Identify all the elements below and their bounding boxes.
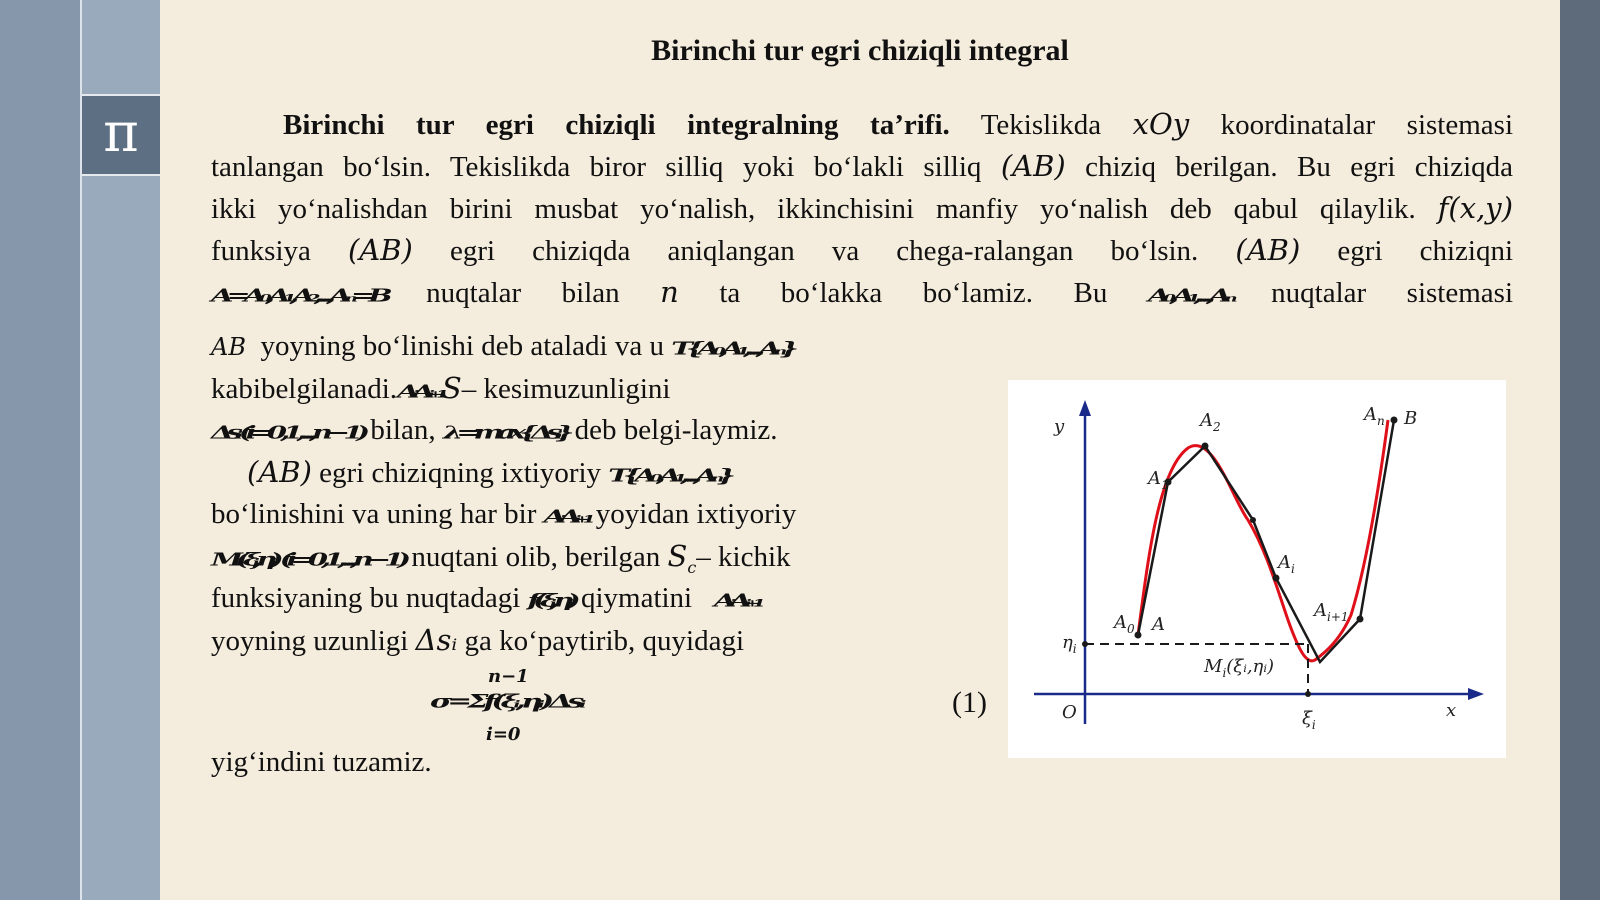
text: kabi	[211, 373, 261, 405]
inscribed-polyline	[1138, 420, 1394, 662]
label-xi-main: ξ	[1302, 708, 1312, 729]
math-f-xi-eta: f(ξᵢ,ηᵢ)	[527, 589, 574, 611]
math-arc-i: AᵢAᵢ₊₁	[543, 505, 589, 527]
text: nuqtani olib, berilgan	[411, 541, 661, 573]
label-eta-sub: i	[1072, 642, 1077, 656]
text: qiymatini	[580, 582, 693, 614]
label-ai1-sub: i+1	[1327, 610, 1349, 624]
text: egri chiziqda aniqlangan va chega-ralangan bo‘lsin.	[449, 235, 1199, 267]
label-a0	[1112, 612, 1135, 636]
math-partition-t: T{A₀,A₁,...,Aₙ}	[608, 464, 729, 486]
text: ga ko‘paytirib, quyidagi	[464, 625, 744, 657]
math-lambda: λ=max{Δsᵢ}	[442, 421, 568, 443]
riemann-sum-formula	[430, 666, 690, 746]
text: ta bo‘lakka bo‘lamiz. Bu	[719, 277, 1108, 309]
label-an-sub: n	[1377, 414, 1385, 428]
text: chiziq berilgan. Bu egri chiziqda	[1085, 151, 1514, 183]
math-arc-i: AᵢAᵢ₊₁	[713, 589, 759, 611]
math-points-system: A₀,A₁,...,Aₙ	[1147, 284, 1231, 306]
point-a2	[1202, 443, 1209, 450]
text: funksiya	[211, 235, 311, 267]
label-m-main: M	[1204, 656, 1223, 677]
x-axis-arrow-icon	[1468, 688, 1484, 700]
text: nuqtalar sistemasi	[1271, 277, 1514, 309]
point-ai1	[1357, 616, 1364, 623]
paragraph-line-4	[211, 230, 1513, 272]
y-axis-arrow-icon	[1079, 400, 1091, 416]
label-a1-sub: 1	[1161, 478, 1169, 492]
text: bilan,	[370, 414, 436, 446]
math-point-m: Mᵢ(ξᵢ,ηᵢ) (i=0,1,...,n−1)	[211, 548, 405, 570]
math-ab: (AB)	[247, 455, 312, 489]
definition-heading: Birinchi tur egri chiziqli integralning ta’rifi.	[283, 109, 950, 141]
text-row-6	[211, 536, 991, 578]
label-x: x	[1446, 700, 1457, 721]
text-row-1	[211, 326, 991, 368]
text: – kichik	[696, 541, 791, 573]
point-an	[1391, 417, 1398, 424]
text: bo‘linishini va uning har bir	[211, 498, 537, 530]
label-a0-sub: 0	[1127, 622, 1135, 636]
pi-logo-icon: π	[82, 96, 160, 176]
label-ai	[1276, 552, 1295, 576]
text-row-4	[211, 452, 991, 494]
text-row-3	[211, 410, 991, 452]
label-m-sub: i	[1222, 666, 1227, 680]
label-y: y	[1054, 416, 1065, 437]
text: – kesim	[461, 373, 553, 405]
label-xi	[1302, 708, 1316, 732]
figure-svg	[1008, 380, 1506, 758]
point-a0	[1135, 632, 1142, 639]
math-delta-si: Δsᵢ	[415, 623, 458, 657]
text: belgilanadi.	[260, 373, 398, 405]
math-arc-i: AᵢAᵢ₊₁	[397, 380, 442, 402]
curve-ab	[1138, 420, 1388, 661]
label-a: A	[1152, 614, 1165, 635]
label-a2-sub: 2	[1213, 420, 1221, 434]
label-ai-sub: i	[1291, 562, 1295, 576]
text-row-5	[211, 494, 991, 536]
text: egri chiziqning ixtiyoriy	[319, 457, 602, 489]
math-ab: (AB)	[1235, 233, 1301, 267]
paragraph-line-5	[211, 272, 1513, 316]
left-sidebar-strip	[0, 0, 80, 900]
math-s-c-main: S	[667, 539, 688, 573]
left-text-column	[211, 326, 991, 662]
label-xi-sub: i	[1311, 718, 1316, 732]
label-ai1-main: A	[1314, 600, 1327, 621]
label-an-main: A	[1364, 404, 1377, 425]
text: deb belgi-laymiz.	[574, 414, 778, 446]
paragraph-line-2	[211, 146, 1513, 188]
math-delta-s: Δsᵢ (i=0,1,...,n−1)	[211, 421, 364, 443]
slide-title: Birinchi tur egri chiziqli integral	[651, 34, 1069, 67]
paragraph-line-1	[211, 104, 1513, 146]
math-fxy: f(x,y)	[1437, 191, 1514, 225]
label-a1-main: A	[1148, 468, 1161, 489]
text-row-7	[211, 578, 991, 620]
text-row-8	[211, 620, 991, 662]
sidebar-top-block	[82, 0, 160, 96]
math-arc-ab: AB	[211, 333, 246, 361]
point-mid	[1250, 517, 1256, 523]
text: Tekislikda	[980, 109, 1102, 141]
math-points: A=A₀,A₁,A₂,...,Aₙ=B	[211, 284, 386, 306]
label-m	[1203, 656, 1274, 680]
label-an	[1362, 404, 1385, 428]
math-n: n	[660, 275, 679, 309]
label-b: B	[1404, 408, 1418, 429]
math-ab: (AB)	[347, 233, 413, 267]
text: funksiyaning bu nuqtadagi	[211, 582, 521, 614]
text: ikki yo‘nalishdan birini musbat yo‘nalish, ikkinchisini manfiy yo‘nalish deb qabul qilaylik.	[211, 193, 1416, 225]
formula-upper-limit: n−1	[488, 666, 529, 687]
math-xoy: xOy	[1132, 107, 1190, 141]
text: tanlangan bo‘lsin. Tekislikda biror silliq yoki bo‘lakli silliq	[211, 151, 982, 183]
text: koordinatalar sistemasi	[1220, 109, 1514, 141]
math-s: S	[441, 371, 462, 405]
text: yoyidan ixtiyoriy	[595, 498, 797, 530]
label-eta-main: η	[1062, 632, 1073, 653]
math-ab: (AB)	[1000, 149, 1066, 183]
equation-number: (1)	[952, 686, 987, 719]
math-partition-t: T{A₀,A₁,...,Aₙ}	[671, 337, 792, 359]
text: yoyning bo‘linishi deb ataladi va u	[260, 330, 664, 362]
label-m-args: (ξᵢ,ηᵢ)	[1226, 656, 1274, 677]
label-a1	[1146, 468, 1169, 492]
partition-points	[1082, 417, 1398, 698]
right-sidebar-strip	[1560, 0, 1600, 900]
math-s-c-sub: c	[687, 557, 697, 577]
definition-paragraph	[211, 104, 1513, 316]
text: nuqtalar bilan	[426, 277, 620, 309]
label-a2	[1198, 410, 1221, 434]
text-row-2	[211, 368, 971, 410]
label-origin: O	[1062, 702, 1077, 723]
text: yoyning uzunligi	[211, 625, 409, 657]
point-ai	[1273, 575, 1280, 582]
label-ai1	[1312, 600, 1349, 624]
label-a2-main: A	[1200, 410, 1213, 431]
formula-sum: σ=Σf(ξᵢ,ηᵢ)Δsᵢ	[430, 690, 582, 713]
figure-labels	[1053, 404, 1456, 732]
label-ai-main: A	[1278, 552, 1291, 573]
formula-lower-limit: i=0	[486, 724, 521, 745]
text: uzunligini	[552, 373, 671, 405]
closing-text: yig‘indini tuzamiz.	[211, 746, 432, 778]
label-a0-main: A	[1114, 612, 1127, 633]
paragraph-line-3	[211, 188, 1513, 230]
curve-partition-figure	[1008, 380, 1506, 758]
label-eta	[1062, 632, 1077, 656]
text: egri chiziqni	[1337, 235, 1514, 267]
